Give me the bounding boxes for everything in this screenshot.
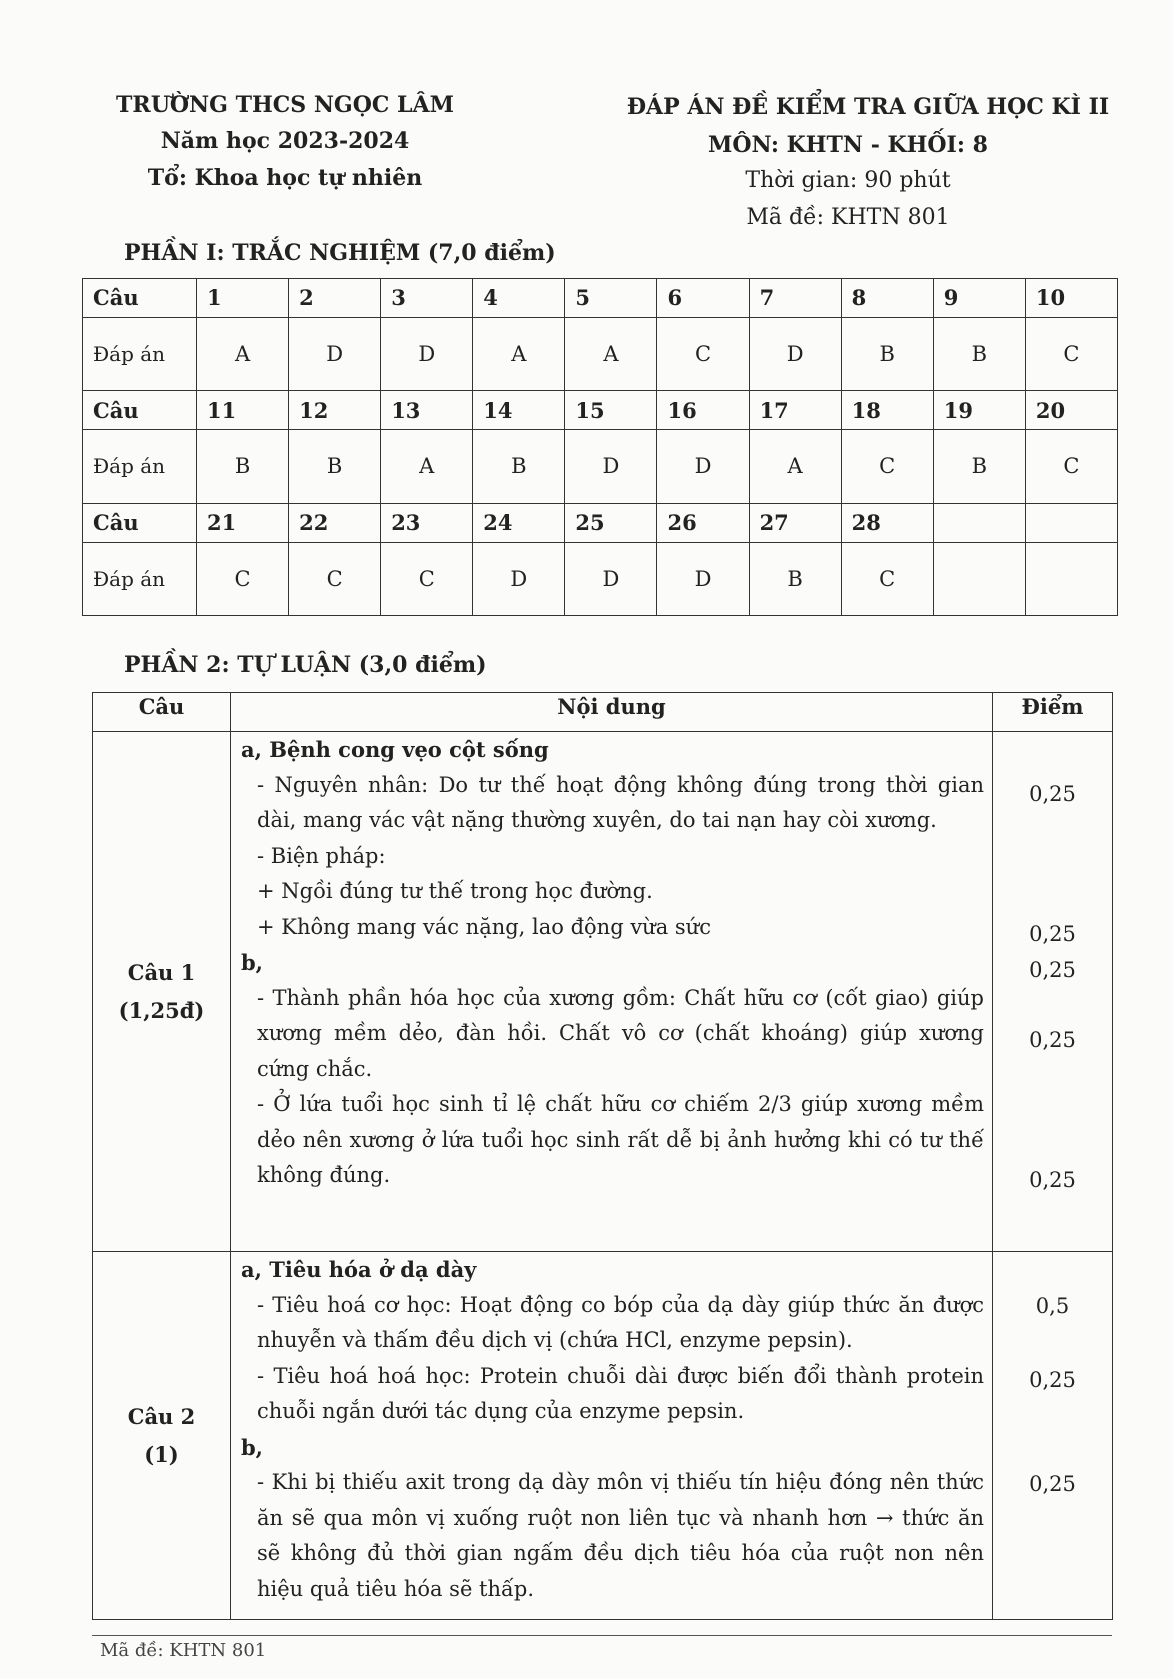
question-number-cell: 28 [841, 503, 933, 542]
q2-b-title: b, [241, 1434, 263, 1460]
answer-row [83, 317, 1118, 390]
q1-point-2: 0,25 [1029, 922, 1076, 946]
answer-cell: A [197, 317, 289, 390]
school-name: TRƯỜNG THCS NGỌC LÂM [116, 92, 454, 118]
answer-cell: B [473, 430, 565, 503]
question-number-cell: 18 [841, 391, 933, 430]
answer-cell: B [289, 430, 381, 503]
answer-cell: D [289, 317, 381, 390]
part1-title: PHẦN I: TRẮC NGHIỆM (7,0 điểm) [124, 240, 556, 266]
question-number-cell [933, 503, 1025, 542]
question-number-cell: 15 [565, 391, 657, 430]
answer-cell: B [197, 430, 289, 503]
q1-score: (1,25đ) [118, 997, 205, 1023]
question-number-cell: 11 [197, 391, 289, 430]
answer-cell: C [841, 430, 933, 503]
question-number-cell: 1 [197, 279, 289, 318]
q1-point-4: 0,25 [1029, 1028, 1076, 1052]
question-number-cell: 20 [1025, 391, 1117, 430]
question-number-row [83, 503, 1118, 542]
question-number-cell: 7 [749, 279, 841, 318]
answer-cell: C [381, 542, 473, 616]
essay-row-q1 [93, 732, 1113, 1252]
question-number-cell [1025, 503, 1117, 542]
answer-label: Đáp án [83, 430, 197, 503]
answer-cell: D [749, 317, 841, 390]
question-number-cell: 16 [657, 391, 749, 430]
q1-a-cause: - Nguyên nhân: Do tư thế hoạt động không đúng trong thời gian dài, mang vác vật nặng thường xuyên, do tai nạn hay còi xương. [257, 772, 984, 832]
header-content: Nội dung [231, 693, 993, 732]
q2-score: (1) [144, 1441, 179, 1467]
footer-exam-code: Mã đề: KHTN 801 [100, 1640, 267, 1661]
answer-cell [933, 542, 1025, 616]
answer-cell: D [381, 317, 473, 390]
q2-a-title: a, Tiêu hóa ở dạ dày [241, 1257, 477, 1282]
q1-a-measure-1: + Ngồi đúng tư thế trong học đường. [257, 879, 653, 903]
answer-cell: D [657, 542, 749, 616]
answer-cell: C [197, 542, 289, 616]
answer-row [83, 430, 1118, 503]
q2-cell [93, 1252, 231, 1620]
question-label: Câu [83, 503, 197, 542]
exam-title: ĐÁP ÁN ĐỀ KIỂM TRA GIỮA HỌC KÌ II [626, 94, 1110, 120]
header-question: Câu [93, 693, 231, 732]
question-number-cell: 22 [289, 503, 381, 542]
q2-point-1: 0,5 [1035, 1294, 1070, 1318]
question-number-cell: 17 [749, 391, 841, 430]
question-number-cell: 4 [473, 279, 565, 318]
q2-content [231, 1252, 993, 1620]
q2-b-1: - Khi bị thiếu axit trong dạ dày môn vị thiếu tín hiệu đóng nên thức ăn sẽ qua môn vị xuống ruột non liên tục và nhanh hơn → thức ăn sẽ không đủ thời gian ngấm đều dịch tiêu hóa của ruột non nên hiệu quả tiêu hóa sẽ thấp. [257, 1470, 984, 1601]
answer-cell: C [289, 542, 381, 616]
question-number-cell: 6 [657, 279, 749, 318]
answer-row [83, 542, 1118, 616]
question-number-cell: 19 [933, 391, 1025, 430]
question-number-cell: 12 [289, 391, 381, 430]
question-number-cell: 10 [1025, 279, 1117, 318]
answer-cell: C [1025, 430, 1117, 503]
answer-cell: B [749, 542, 841, 616]
q2-a-2: - Tiêu hoá hoá học: Protein chuỗi dài được biến đổi thành protein chuỗi ngắn dưới tác dụng của enzyme pepsin. [257, 1363, 984, 1423]
question-number-cell: 14 [473, 391, 565, 430]
q2-a-1: - Tiêu hoá cơ học: Hoạt động co bóp của dạ dày giúp thức ăn được nhuyễn và thấm đều dịch vị (chứa HCl, enzyme pepsin). [257, 1292, 984, 1352]
answer-cell: D [657, 430, 749, 503]
question-number-cell: 8 [841, 279, 933, 318]
q1-cell [93, 732, 231, 1252]
question-number-cell: 26 [657, 503, 749, 542]
question-number-row [83, 279, 1118, 318]
answer-cell: C [841, 542, 933, 616]
answer-cell: A [473, 317, 565, 390]
answer-cell: C [1025, 317, 1117, 390]
answer-label: Đáp án [83, 317, 197, 390]
question-number-cell: 25 [565, 503, 657, 542]
answer-cell: A [749, 430, 841, 503]
department: Tổ: Khoa học tự nhiên [147, 165, 423, 191]
answer-cell: A [565, 317, 657, 390]
answer-label: Đáp án [83, 542, 197, 616]
q1-b-title: b, [241, 950, 263, 975]
header-points: Điểm [993, 693, 1113, 732]
q2-points [993, 1252, 1113, 1620]
q2-point-3: 0,25 [1029, 1472, 1076, 1496]
question-number-cell: 27 [749, 503, 841, 542]
q1-point-1: 0,25 [1029, 782, 1076, 806]
question-label: Câu [83, 391, 197, 430]
answer-cell [1025, 542, 1117, 616]
question-number-cell: 5 [565, 279, 657, 318]
question-number-cell: 24 [473, 503, 565, 542]
q1-content [231, 732, 993, 1252]
question-number-row [83, 391, 1118, 430]
q1-b-2: - Ở lứa tuổi học sinh tỉ lệ chất hữu cơ chiếm 2/3 giúp xương mềm dẻo nên xương ở lứa tuổi học sinh rất dễ bị ảnh hưởng khi có tư thế không đúng. [257, 1092, 984, 1187]
footer-divider [92, 1635, 1112, 1636]
q1-point-5: 0,25 [1029, 1168, 1076, 1192]
essay-answer-table [92, 692, 1113, 1620]
multiple-choice-answer-table [82, 278, 1118, 616]
q1-point-3: 0,25 [1029, 958, 1076, 982]
q1-a-measure-2: + Không mang vác nặng, lao động vừa sức [257, 914, 711, 939]
answer-cell: D [565, 430, 657, 503]
q1-label: Câu 1 [127, 959, 196, 985]
q1-a-title: a, Bệnh cong vẹo cột sống [241, 737, 549, 762]
school-year: Năm học 2023-2024 [160, 128, 410, 154]
subject-line: MÔN: KHTN - KHỐI: 8 [708, 132, 988, 158]
q2-label: Câu 2 [127, 1403, 196, 1429]
answer-cell: B [933, 317, 1025, 390]
answer-cell: D [565, 542, 657, 616]
q2-point-2: 0,25 [1029, 1368, 1076, 1392]
answer-cell: B [933, 430, 1025, 503]
question-number-cell: 9 [933, 279, 1025, 318]
q1-b-1: - Thành phần hóa học của xương gồm: Chất hữu cơ (cốt giao) giúp xương mềm dẻo, đàn hồi. Chất vô cơ (chất khoáng) giúp xương cứng chắc. [257, 985, 984, 1081]
answer-cell: C [657, 317, 749, 390]
part2-title: PHẦN 2: TỰ LUẬN (3,0 điểm) [124, 652, 487, 678]
question-number-cell: 21 [197, 503, 289, 542]
time-line: Thời gian: 90 phút [745, 168, 951, 193]
question-number-cell: 13 [381, 391, 473, 430]
exam-code: Mã đề: KHTN 801 [746, 205, 950, 230]
q1-a-measure: - Biện pháp: [257, 843, 386, 868]
question-number-cell: 2 [289, 279, 381, 318]
q1-points [993, 732, 1113, 1252]
essay-row-q2 [93, 1252, 1113, 1620]
question-number-cell: 3 [381, 279, 473, 318]
answer-cell: D [473, 542, 565, 616]
question-label: Câu [83, 279, 197, 318]
question-number-cell: 23 [381, 503, 473, 542]
answer-cell: B [841, 317, 933, 390]
answer-cell: A [381, 430, 473, 503]
